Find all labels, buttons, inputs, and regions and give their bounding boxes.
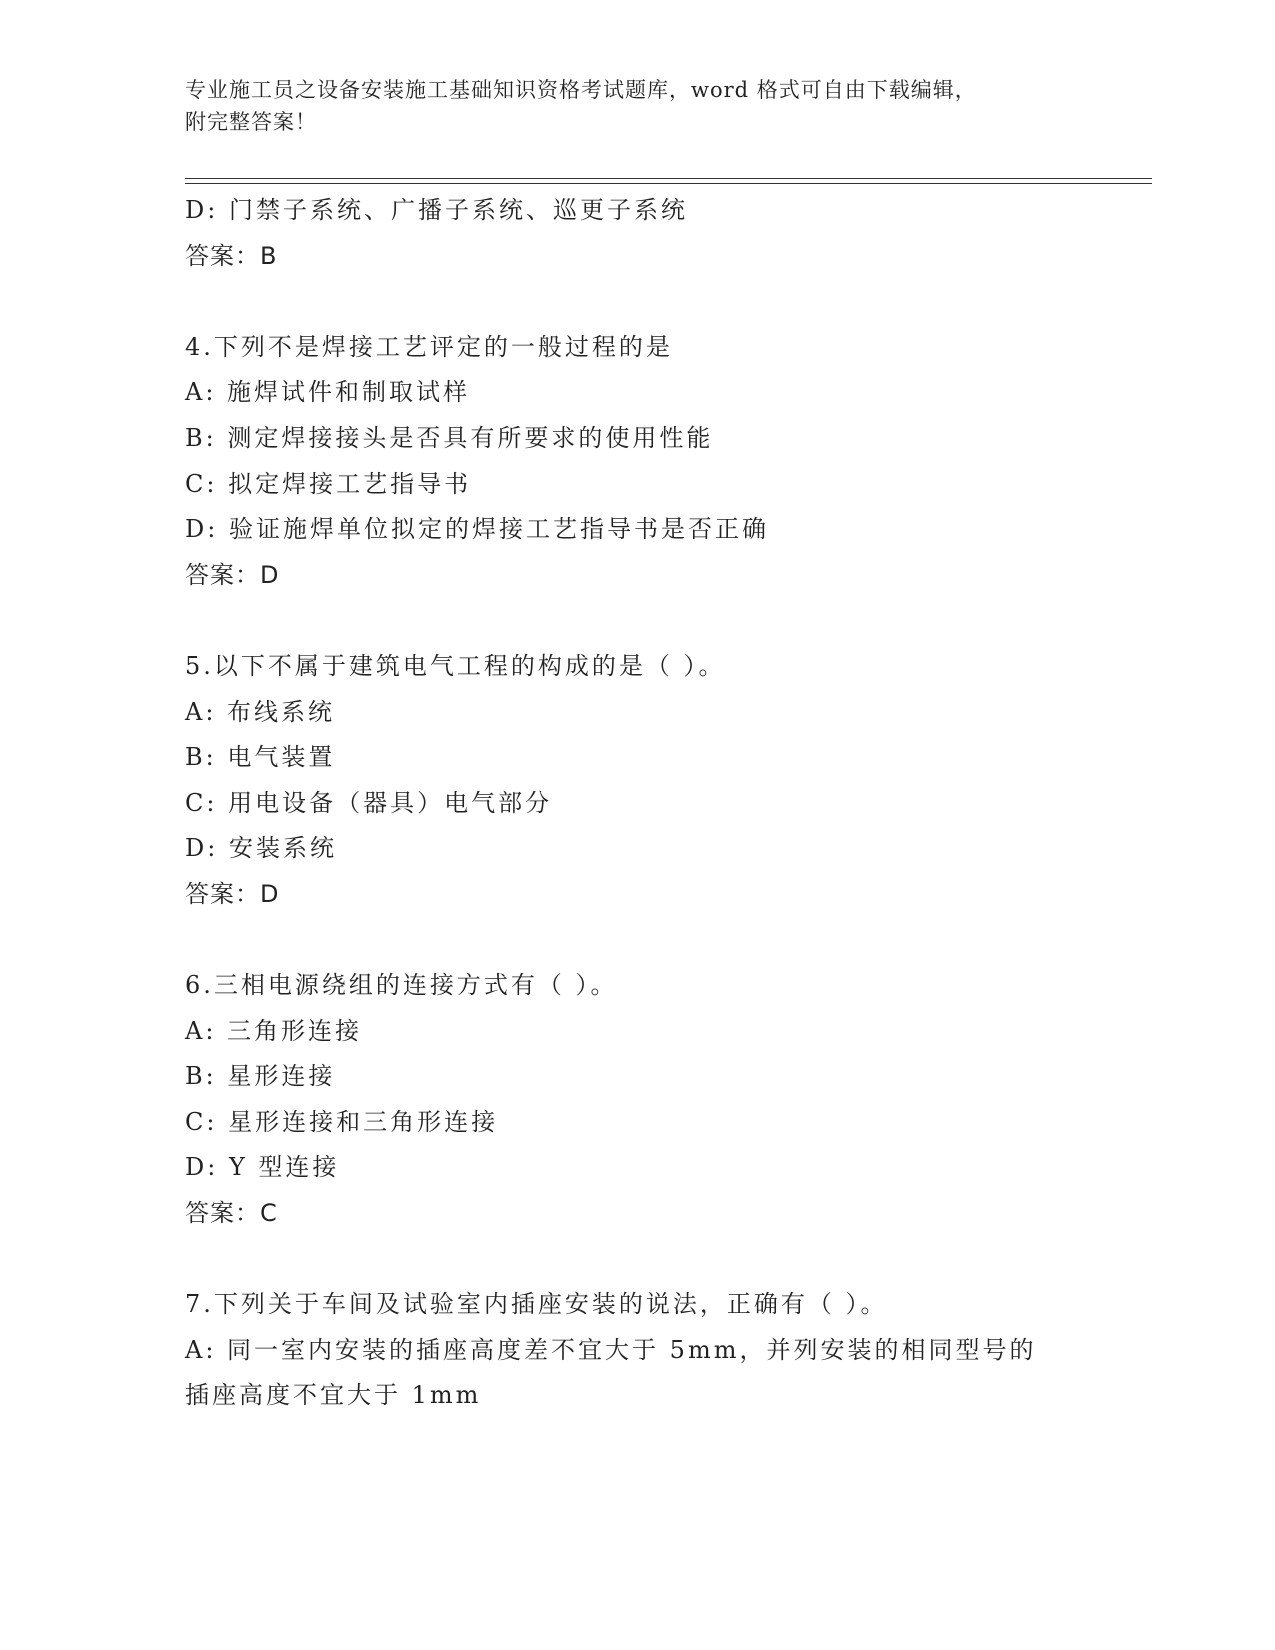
option-d: D: 验证施焊单位拟定的焊接工艺指导书是否正确 — [185, 515, 769, 544]
option-a-continuation: 插座高度不宜大于 1mm — [185, 1381, 482, 1410]
option-b: B: 星形连接 — [185, 1062, 336, 1091]
header-line-1: 专业施工员之设备安装施工基础知识资格考试题库，word 格式可自由下载编辑， — [185, 78, 977, 102]
answer-line: 答案：C — [185, 1199, 278, 1228]
answer-line: 答案：D — [185, 879, 280, 908]
question-list — [185, 188, 1125, 1419]
answer-line: 答案：D — [185, 560, 280, 589]
question-text: 5.以下不属于建筑电气工程的构成的是（ ）。 — [185, 651, 726, 680]
question-block-6 — [185, 963, 1125, 1237]
answer-line: 答案：B — [185, 241, 278, 270]
spacer — [185, 598, 1125, 644]
option-d: D: Y 型连接 — [185, 1153, 340, 1182]
option-d: D: 门禁子系统、广播子系统、巡更子系统 — [185, 196, 688, 224]
spacer — [185, 279, 1125, 325]
option-b: B: 测定焊接接头是否具有所要求的使用性能 — [185, 423, 714, 452]
option-a: A: 施焊试件和制取试样 — [185, 378, 471, 407]
option-a: A: 同一室内安装的插座高度差不宜大于 5mm，并列安装的相同型号的 — [185, 1335, 1037, 1364]
option-b: B: 电气装置 — [185, 743, 336, 772]
option-a: A: 三角形连接 — [185, 1016, 363, 1045]
option-d: D: 安装系统 — [185, 834, 337, 863]
question-text: 7.下列关于车间及试验室内插座安装的说法，正确有（ ）。 — [185, 1290, 888, 1319]
header-divider-top — [185, 178, 1152, 179]
header-divider-bottom — [185, 183, 1152, 184]
question-text: 6.三相电源绕组的连接方式有（ ）。 — [185, 971, 618, 1000]
question-text: 4.下列不是焊接工艺评定的一般过程的是 — [185, 332, 673, 361]
header-line-2: 附完整答案！ — [185, 110, 317, 134]
question-block-7 — [185, 1282, 1125, 1419]
page-header — [185, 74, 1085, 138]
option-c: C: 拟定焊接工艺指导书 — [185, 469, 472, 498]
question-block-3 — [185, 188, 1125, 279]
option-c: C: 星形连接和三角形连接 — [185, 1107, 499, 1136]
spacer — [185, 918, 1125, 964]
question-block-4 — [185, 325, 1125, 599]
spacer — [185, 1237, 1125, 1283]
option-c: C: 用电设备（器具）电气部分 — [185, 788, 553, 817]
option-a: A: 布线系统 — [185, 697, 336, 726]
question-block-5 — [185, 644, 1125, 918]
